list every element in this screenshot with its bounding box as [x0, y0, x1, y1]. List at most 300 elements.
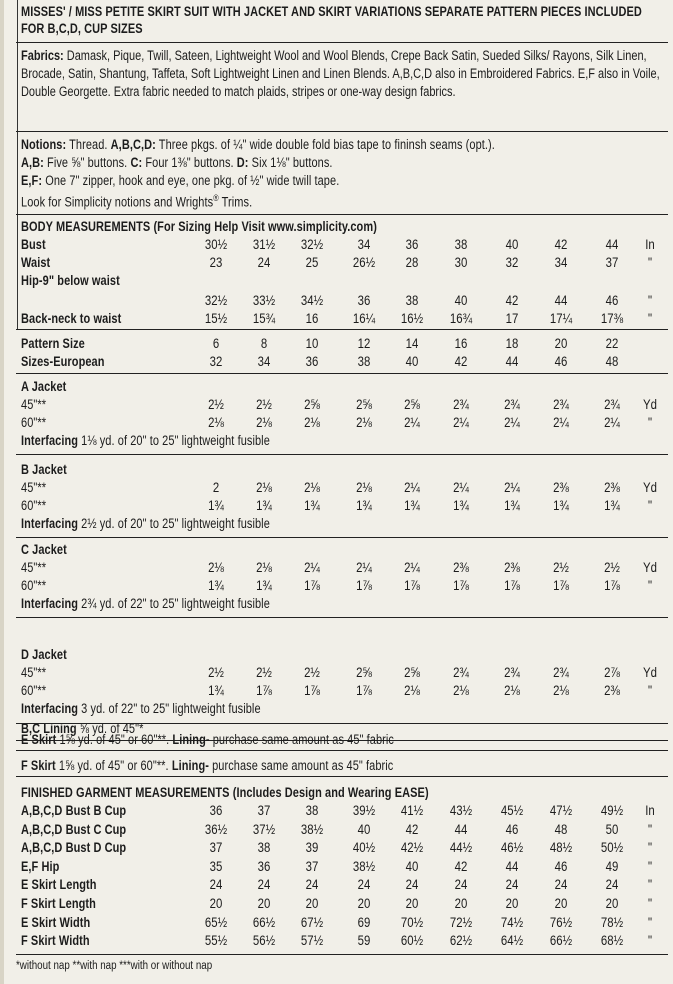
skirt-line	[21, 731, 394, 748]
value-cell: 2⅝	[404, 665, 420, 680]
skirt-line	[21, 757, 393, 774]
unit-cell: "	[647, 914, 653, 930]
divider	[16, 329, 668, 330]
notions-key: A,B,C,D:	[110, 137, 156, 152]
value-cell: 20	[554, 336, 568, 351]
value-cell: 25	[305, 255, 319, 270]
value-cell: 60½	[400, 933, 424, 949]
value-cell: 38	[454, 237, 468, 252]
value-cell: 42	[405, 821, 419, 837]
value-cell: 37	[257, 803, 271, 818]
value-cell: 15½	[204, 311, 228, 326]
row-label: 60"**	[21, 578, 47, 593]
value-cell: 2⅝	[356, 397, 372, 412]
value-cell: 43½	[449, 803, 473, 818]
value-cell: 1⅞	[356, 683, 372, 698]
interfacing-text: 3 yd. of 22" to 25" lightweight fusible	[78, 701, 261, 716]
row-label: A,B,C,D Bust B Cup	[21, 803, 127, 818]
value-cell: 2¼	[553, 415, 569, 430]
value-cell: 20	[257, 896, 271, 911]
value-cell: 2⅛	[256, 480, 272, 495]
value-cell: 20	[405, 896, 419, 911]
value-cell: 2⅛	[208, 560, 224, 575]
value-cell: 36	[209, 803, 223, 818]
value-cell: 22	[605, 336, 619, 351]
value-cell: 2½	[256, 665, 272, 680]
row-label: E Skirt Width	[21, 914, 91, 930]
value-cell: 50½	[600, 840, 624, 856]
value-cell: 2⅜	[604, 480, 620, 495]
value-cell: 34	[357, 237, 371, 252]
value-cell: 1⅞	[356, 578, 372, 593]
unit-cell: "	[647, 683, 653, 698]
value-cell: 1¾	[604, 498, 620, 513]
value-cell: 8	[260, 336, 268, 351]
value-cell: 35	[209, 858, 223, 874]
row-label: 60"**	[21, 415, 47, 430]
value-cell: 50	[605, 821, 619, 837]
value-cell: 40	[357, 821, 371, 837]
row-label: F Skirt Width	[21, 933, 90, 949]
value-cell: 32½	[204, 293, 228, 308]
value-cell: 24	[209, 877, 223, 893]
row-label: F Skirt Length	[21, 896, 96, 911]
notions-text: Thread.	[66, 137, 111, 152]
value-cell: 69	[357, 914, 371, 930]
value-cell: 2¼	[304, 560, 320, 575]
value-cell: 76½	[549, 914, 573, 930]
size-chart-sheet	[13, 0, 673, 984]
value-cell: 2⅛	[453, 683, 469, 698]
value-cell: 32	[505, 255, 519, 270]
value-cell: 2⅛	[304, 480, 320, 495]
value-cell: 2⅜	[553, 480, 569, 495]
row-label: E Skirt Length	[21, 877, 97, 893]
value-cell: 34	[257, 354, 271, 369]
divider	[16, 42, 668, 43]
value-cell: 30½	[204, 237, 228, 252]
row-label: 45"**	[21, 665, 47, 680]
lining-label: Lining-	[172, 732, 210, 747]
value-cell: 57½	[300, 933, 324, 949]
notions-text: Four 1⅜" buttons.	[142, 155, 237, 170]
value-cell: 1¾	[404, 498, 420, 513]
value-cell: 24	[305, 877, 319, 893]
value-cell: 44	[505, 858, 519, 874]
notions-text: Three pkgs. of ¼" wide double fold bias tape to fininsh seams (opt.).	[155, 137, 495, 152]
value-cell: 2⅝	[404, 397, 420, 412]
value-cell: 24	[257, 255, 271, 270]
value-cell: 15¾	[252, 311, 276, 326]
page-edge	[0, 0, 4, 984]
value-cell: 2	[212, 480, 220, 495]
value-cell: 2⅜	[604, 683, 620, 698]
interfacing-label: Interfacing	[21, 701, 79, 716]
divider	[16, 214, 668, 215]
jacket-heading: A Jacket	[21, 379, 67, 394]
value-cell: 38½	[352, 858, 376, 874]
value-cell: 2¾	[453, 665, 469, 680]
unit-cell: "	[647, 821, 653, 837]
value-cell: 2⅝	[304, 397, 320, 412]
value-cell: 66½	[549, 933, 573, 949]
value-cell: 38	[305, 803, 319, 818]
value-cell: 1¾	[208, 498, 224, 513]
value-cell: 40	[405, 858, 419, 874]
value-cell: 2¾	[504, 665, 520, 680]
value-cell: 31½	[252, 237, 276, 252]
value-cell: 62½	[449, 933, 473, 949]
value-cell: 42	[454, 858, 468, 874]
interfacing-text: 2½ yd. of 20" to 25" lightweight fusible	[78, 516, 270, 531]
value-cell: 40½	[352, 840, 376, 856]
value-cell: 36	[305, 354, 319, 369]
value-cell: 38½	[300, 821, 324, 837]
value-cell: 24	[405, 877, 419, 893]
value-cell: 16	[305, 311, 319, 326]
value-cell: 72½	[449, 914, 473, 930]
value-cell: 24	[257, 877, 271, 893]
value-cell: 48	[554, 821, 568, 837]
lining-text: purchase same amount as 45" fabric	[209, 732, 394, 747]
value-cell: 2¼	[504, 480, 520, 495]
fabrics-label: Fabrics:	[21, 48, 64, 63]
notions-line-2	[21, 154, 333, 171]
value-cell: 46	[605, 293, 619, 308]
value-cell: 1¾	[256, 498, 272, 513]
unit-cell: Yd	[643, 560, 657, 575]
value-cell: 2¼	[404, 560, 420, 575]
value-cell: 37	[209, 840, 223, 856]
unit-cell: "	[647, 877, 653, 893]
value-cell: 20	[454, 896, 468, 911]
title-line-2: FOR B,C,D, CUP SIZES	[21, 21, 143, 36]
value-cell: 68½	[600, 933, 624, 949]
value-cell: 78½	[600, 914, 624, 930]
value-cell: 37	[605, 255, 619, 270]
value-cell: 24	[357, 877, 371, 893]
row-label: E,F Hip	[21, 858, 60, 874]
unit-cell: "	[647, 415, 653, 430]
row-label: 45"**	[21, 560, 47, 575]
value-cell: 12	[357, 336, 371, 351]
value-cell: 67½	[300, 914, 324, 930]
interfacing-line	[21, 515, 270, 532]
row-label: Sizes-European	[21, 354, 105, 369]
value-cell: 2½	[604, 560, 620, 575]
row-label: Pattern Size	[21, 336, 85, 351]
lining-label: B,C Lining	[21, 721, 77, 736]
divider	[16, 954, 668, 955]
value-cell: 44	[554, 293, 568, 308]
unit-cell: "	[647, 840, 653, 856]
value-cell: 37½	[252, 821, 276, 837]
value-cell: 40	[454, 293, 468, 308]
value-cell: 6	[212, 336, 220, 351]
body-measurements-heading: BODY MEASUREMENTS (For Sizing Help Visit www.simplicity.com)	[21, 219, 377, 234]
value-cell: 2½	[256, 397, 272, 412]
fabrics-paragraph	[21, 47, 665, 100]
interfacing-label: Interfacing	[21, 596, 79, 611]
value-cell: 36½	[204, 821, 228, 837]
unit-cell: "	[647, 933, 653, 949]
value-cell: 65½	[204, 914, 228, 930]
value-cell: 26½	[352, 255, 376, 270]
left-rule	[17, 0, 18, 330]
unit-cell: "	[647, 498, 653, 513]
value-cell: 20	[209, 896, 223, 911]
value-cell: 16¼	[352, 311, 376, 326]
notions-key: A,B:	[21, 155, 44, 170]
value-cell: 14	[405, 336, 419, 351]
row-label: Waist	[21, 255, 51, 270]
value-cell: 38	[257, 840, 271, 856]
value-cell: 20	[554, 896, 568, 911]
value-cell: 2¾	[553, 665, 569, 680]
interfacing-label: Interfacing	[21, 516, 79, 531]
value-cell: 42½	[400, 840, 424, 856]
value-cell: 46½	[500, 840, 524, 856]
fabrics-text: Damask, Pique, Twill, Sateen, Lightweight Wool and Wool Blends, Crepe Back Satin, Sueded Silks/ Rayons, Silk Linen, Brocade, Satin, Shantung, Taffeta, Soft Lightweight Linen and Linen Blends. A,B,C,D also in Embroidered Fabrics. E,F also in Voile, Double Georgette. Extra fabric needed to match plaids, stripes or one-way design fabrics.	[21, 48, 660, 99]
value-cell: 44	[454, 821, 468, 837]
value-cell: 41½	[400, 803, 424, 818]
value-cell: 2¼	[453, 480, 469, 495]
value-cell: 1¾	[356, 498, 372, 513]
value-cell: 2¼	[604, 415, 620, 430]
unit-cell: "	[647, 858, 653, 874]
value-cell: 2½	[208, 665, 224, 680]
value-cell: 1¾	[553, 498, 569, 513]
notions-text: Look for Simplicity notions and Wrights	[21, 194, 214, 210]
value-cell: 28	[405, 255, 419, 270]
value-cell: 18	[505, 336, 519, 351]
value-cell: 70½	[400, 914, 424, 930]
value-cell: 20	[357, 896, 371, 911]
value-cell: 2¼	[453, 415, 469, 430]
value-cell: 1¾	[453, 498, 469, 513]
value-cell: 34	[554, 255, 568, 270]
finished-heading: FINISHED GARMENT MEASUREMENTS (Includes Design and Wearing EASE)	[21, 785, 429, 800]
value-cell: 2⅛	[256, 415, 272, 430]
value-cell: 42	[554, 237, 568, 252]
value-cell: 24	[605, 877, 619, 893]
jacket-heading: D Jacket	[21, 647, 67, 662]
value-cell: 23	[209, 255, 223, 270]
notions-label: Notions:	[21, 137, 67, 152]
value-cell: 64½	[500, 933, 524, 949]
skirt-label: F Skirt	[21, 758, 56, 773]
value-cell: 39½	[352, 803, 376, 818]
value-cell: 40	[405, 354, 419, 369]
unit-cell: Yd	[643, 665, 657, 680]
value-cell: 42	[454, 354, 468, 369]
value-cell: 1⅞	[256, 683, 272, 698]
notions-text: One 7" zipper, hook and eye, one pkg. of ½" wide twill tape.	[42, 173, 340, 188]
lining-label: Lining-	[171, 758, 209, 773]
value-cell: 2⅞	[604, 665, 620, 680]
value-cell: 2⅛	[553, 683, 569, 698]
interfacing-line	[21, 595, 270, 612]
row-label: Back-neck to waist	[21, 311, 122, 326]
value-cell: 2⅛	[304, 415, 320, 430]
value-cell: 46	[505, 821, 519, 837]
value-cell: 36	[257, 858, 271, 874]
divider	[16, 454, 668, 455]
value-cell: 56½	[252, 933, 276, 949]
value-cell: 16½	[400, 311, 424, 326]
value-cell: 74½	[500, 914, 524, 930]
notions-line-3	[21, 172, 339, 189]
value-cell: 48	[605, 354, 619, 369]
value-cell: 24	[554, 877, 568, 893]
interfacing-label: Interfacing	[21, 433, 79, 448]
notions-text: Six 1⅛" buttons.	[248, 155, 333, 170]
value-cell: 44	[605, 237, 619, 252]
value-cell: 44	[505, 354, 519, 369]
row-label: 45"**	[21, 397, 47, 412]
value-cell: 45½	[500, 803, 524, 818]
skirt-label: E Skirt	[21, 732, 57, 747]
value-cell: 1⅞	[604, 578, 620, 593]
value-cell: 2½	[304, 665, 320, 680]
value-cell: 2⅜	[504, 560, 520, 575]
value-cell: 2⅛	[356, 415, 372, 430]
value-cell: 17¼	[549, 311, 573, 326]
title-line-1: MISSES' / MISS PETITE SKIRT SUIT WITH JACKET AND SKIRT VARIATIONS SEPARATE PATTERN PIECES INCLUDED	[21, 4, 642, 19]
value-cell: 20	[505, 896, 519, 911]
divider	[16, 617, 668, 618]
value-cell: 1¾	[208, 683, 224, 698]
value-cell: 48½	[549, 840, 573, 856]
value-cell: 1¾	[256, 578, 272, 593]
value-cell: 1¾	[304, 498, 320, 513]
registered-mark: ®	[213, 193, 219, 203]
unit-cell: "	[647, 896, 653, 911]
notions-key: D:	[236, 155, 249, 170]
value-cell: 2½	[208, 397, 224, 412]
interfacing-text: 2¾ yd. of 22" to 25" lightweight fusible	[78, 596, 270, 611]
interfacing-line	[21, 432, 270, 449]
value-cell: 32½	[300, 237, 324, 252]
value-cell: 2¼	[356, 560, 372, 575]
jacket-heading: C Jacket	[21, 542, 67, 557]
value-cell: 33½	[252, 293, 276, 308]
value-cell: 59	[357, 933, 371, 949]
value-cell: 1⅞	[404, 578, 420, 593]
value-cell: 38	[405, 293, 419, 308]
row-label: 60"**	[21, 683, 47, 698]
notions-line-4	[21, 190, 252, 210]
value-cell: 2¾	[504, 397, 520, 412]
value-cell: 49½	[600, 803, 624, 818]
value-cell: 1⅞	[504, 578, 520, 593]
value-cell: 2¼	[504, 415, 520, 430]
value-cell: 10	[305, 336, 319, 351]
value-cell: 24	[505, 877, 519, 893]
value-cell: 20	[605, 896, 619, 911]
divider	[16, 723, 668, 724]
value-cell: 44½	[449, 840, 473, 856]
value-cell: 1¾	[208, 578, 224, 593]
value-cell: 30	[454, 255, 468, 270]
row-label: 60"**	[21, 498, 47, 513]
value-cell: 2¾	[553, 397, 569, 412]
value-cell: 17⅜	[600, 311, 624, 326]
footnote: *without nap **with nap ***with or without nap	[16, 960, 213, 972]
value-cell: 66½	[252, 914, 276, 930]
interfacing-text: 1⅛ yd. of 20" to 25" lightweight fusible	[78, 433, 270, 448]
unit-cell: In	[645, 237, 655, 252]
jacket-heading: B Jacket	[21, 462, 67, 477]
skirt-text: 1⅝ yd. of 45" or 60"**.	[56, 732, 173, 747]
value-cell: 2⅛	[356, 480, 372, 495]
hip-label: Hip-9" below waist	[21, 273, 120, 288]
notions-text: Trims.	[218, 194, 253, 210]
value-cell: 16	[454, 336, 468, 351]
divider	[16, 776, 668, 777]
value-cell: 55½	[204, 933, 228, 949]
value-cell: 37	[305, 858, 319, 874]
lining-text: ⅝ yd. of 45"*	[76, 721, 144, 736]
value-cell: 47½	[549, 803, 573, 818]
notions-key: E,F:	[21, 173, 43, 188]
value-cell: 42	[505, 293, 519, 308]
value-cell: 24	[454, 877, 468, 893]
row-label: A,B,C,D Bust D Cup	[21, 840, 127, 856]
value-cell: 34½	[300, 293, 324, 308]
notions-line-1	[21, 136, 495, 153]
value-cell: 2¼	[404, 415, 420, 430]
divider	[16, 373, 668, 374]
value-cell: 38	[357, 354, 371, 369]
unit-cell: Yd	[643, 480, 657, 495]
value-cell: 2⅛	[404, 683, 420, 698]
value-cell: 39	[305, 840, 319, 856]
value-cell: 36	[357, 293, 371, 308]
value-cell: 1⅞	[453, 578, 469, 593]
value-cell: 2⅝	[356, 665, 372, 680]
value-cell: 2¼	[404, 480, 420, 495]
value-cell: 49	[605, 858, 619, 874]
value-cell: 17	[505, 311, 519, 326]
unit-cell: "	[647, 293, 653, 308]
divider	[16, 750, 668, 751]
notions-text: Five ⅝" buttons.	[43, 155, 131, 170]
notions-key: C:	[130, 155, 143, 170]
unit-cell: "	[647, 311, 653, 326]
value-cell: 1⅞	[553, 578, 569, 593]
interfacing-line	[21, 700, 261, 717]
value-cell: 46	[554, 354, 568, 369]
lining-text: purchase same amount as 45" fabric	[208, 758, 394, 773]
value-cell: 2½	[553, 560, 569, 575]
unit-cell: In	[645, 803, 655, 818]
value-cell: 2¾	[604, 397, 620, 412]
value-cell: 2⅛	[208, 415, 224, 430]
value-cell: 16¾	[449, 311, 473, 326]
value-cell: 40	[505, 237, 519, 252]
row-label: A,B,C,D Bust C Cup	[21, 821, 127, 837]
value-cell: 20	[305, 896, 319, 911]
divider	[16, 537, 668, 538]
unit-cell: Yd	[643, 397, 657, 412]
row-label: Bust	[21, 237, 46, 252]
value-cell: 32	[209, 354, 223, 369]
value-cell: 1⅞	[304, 683, 320, 698]
value-cell: 2⅜	[453, 560, 469, 575]
unit-cell: "	[647, 578, 653, 593]
skirt-text: 1⅝ yd. of 45" or 60"**.	[55, 758, 172, 773]
